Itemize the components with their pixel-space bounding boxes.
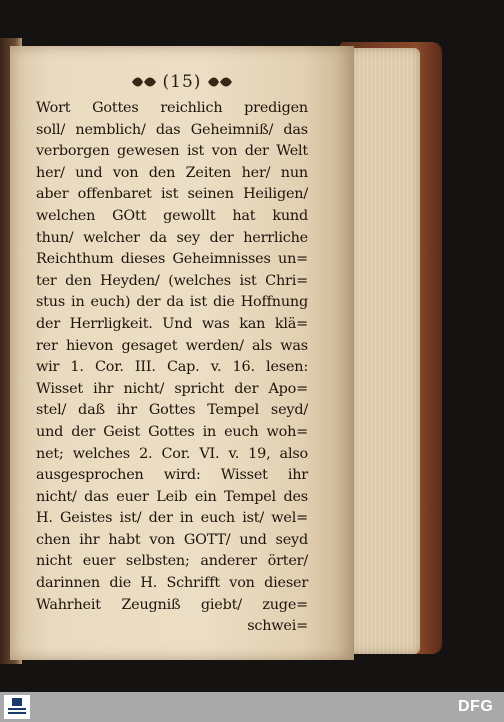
text-line: der Herrligkeit. Und was kan klä= [36, 315, 308, 332]
text-line: wir 1. Cor. III. Cap. v. 16. lesen: [36, 359, 308, 376]
text-line: net; welches 2. Cor. VI. v. 19, also [36, 445, 308, 462]
page-header [112, 70, 252, 94]
left-ornament-icon [131, 76, 157, 88]
page-stack [350, 48, 420, 654]
dfg-logo-text: DFG [458, 698, 494, 715]
text-line: Wort Gottes reichlich predigen [36, 100, 308, 116]
text-line: darinnen die H. Schrifft von dieser [36, 575, 308, 592]
text-line: her/ und von den Zeiten her/ nun [36, 164, 308, 181]
text-line: Wahrheit Zeugniß giebt/ zuge= [36, 596, 308, 613]
text-line: Wisset ihr nicht/ spricht der Apo= [36, 380, 308, 397]
text-line: und der Geist Gottes in euch woh= [36, 423, 308, 440]
text-line: verborgen gewesen ist von der Welt [36, 143, 308, 160]
text-line: stus in euch) der da ist die Hoffnung [36, 294, 308, 311]
text-line: nicht/ das euer Leib ein Tempel des [36, 488, 308, 505]
text-line: Reichthum dieses Geheimnisses un= [36, 251, 308, 268]
text-line: rer hievon gesaget werden/ als was [36, 337, 308, 354]
viewer-footer-bar [0, 692, 504, 722]
page-number: (15) [162, 72, 202, 92]
text-line: thun/ welcher da sey der herrliche [36, 229, 308, 246]
text-line: H. Geistes ist/ der in euch ist/ wel= [36, 510, 308, 527]
text-line: ausgesprochen wird: Wisset ihr [36, 467, 308, 484]
text-line: welchen GOtt gewollt hat kund [36, 207, 308, 224]
page-body-text [36, 98, 308, 638]
text-line: nicht euer selbsten; anderer örter/ [36, 553, 308, 570]
right-ornament-icon [207, 76, 233, 88]
library-logo-icon [4, 695, 30, 719]
text-line: chen ihr habt von GOTT/ und seyd [36, 531, 308, 548]
text-line: ter den Heyden/ (welches ist Chri= [36, 272, 308, 289]
text-line: aber offenbaret ist seinen Heiligen/ [36, 186, 308, 203]
text-line: schwei= [247, 618, 308, 635]
text-line: stel/ daß ihr Gottes Tempel seyd/ [36, 402, 308, 419]
dfg-logo [458, 696, 498, 718]
text-line: soll/ nemblich/ das Geheimniß/ das [36, 121, 308, 138]
